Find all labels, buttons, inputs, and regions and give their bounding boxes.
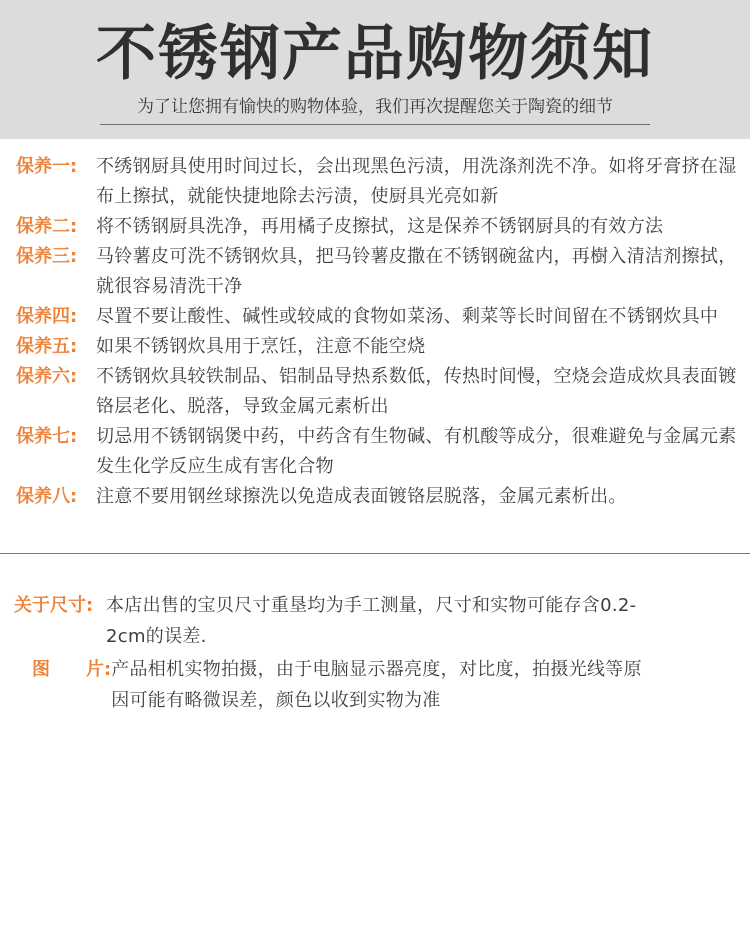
subtitle-underline xyxy=(100,124,650,125)
care-item-text: 切忌用不锈钢锅煲中药，中药含有生物碱、有机酸等成分，很难避免与金属元素发生化学反应生成有害化合物 xyxy=(96,426,737,477)
care-item xyxy=(16,242,740,302)
care-item-label: 保养五: xyxy=(16,336,78,357)
picture-note-text: 产品相机实物拍摄，由于电脑显示器亮度，对比度，拍摄光线等原因可能有略微误差，颜色以收到实物为准 xyxy=(111,659,642,711)
picture-note-label: 图 片: xyxy=(32,659,112,680)
page-subtitle: 为了让您拥有愉快的购物体验，我们再次提醒您关于陶瓷的细节 xyxy=(137,97,613,117)
care-item-label: 保养二: xyxy=(16,216,78,237)
page-title: 不锈钢产品购物须知 xyxy=(96,19,654,89)
care-item-text: 尽置不要让酸性、碱性或较咸的食物如菜汤、剩菜等长时间留在不锈钢炊具中 xyxy=(96,306,719,327)
care-item-label: 保养三: xyxy=(16,246,78,267)
section-divider xyxy=(0,553,750,554)
care-item-text: 马铃薯皮可洗不锈钢炊具，把马铃薯皮撒在不锈钢碗盆内，再樹入清洁剂擦拭，就很容易清洗干净 xyxy=(96,246,737,297)
care-item-text: 不锈钢炊具较铁制品、铝制品导热系数低，传热时间慢，空烧会造成炊具表面镀铬层老化、脱落，导致金属元素析出 xyxy=(96,366,737,417)
care-item xyxy=(16,152,740,212)
care-item-text: 不绣钢厨具使用时间过长，会出现黑色污渍，用洗涤剂洗不净。如将牙膏挤在湿布上擦拭，就能快捷地除去污渍，使厨具光亮如新 xyxy=(96,156,737,207)
care-item-label: 保养八: xyxy=(16,486,78,507)
care-item-text: 如果不锈钢炊具用于烹饪，注意不能空烧 xyxy=(96,336,426,357)
care-item xyxy=(16,362,740,422)
care-item-label: 保养六: xyxy=(16,366,78,387)
care-item-label: 保养一: xyxy=(16,156,78,177)
size-note-text: 本店出售的宝贝尺寸重垦均为手工测量，尺寸和实物可能存含0.2-2cm的误差. xyxy=(106,595,637,647)
care-item xyxy=(16,332,740,362)
size-note-label: 关于尺寸: xyxy=(14,595,94,616)
size-note xyxy=(14,590,734,652)
care-item-text: 注意不要用钢丝球擦洗以免造成表面镀铬层脱落，金属元素析出。 xyxy=(96,486,627,507)
notes-section xyxy=(14,590,734,718)
care-instructions-list xyxy=(16,152,740,512)
care-item-label: 保养四: xyxy=(16,306,78,327)
header-banner xyxy=(0,0,750,139)
picture-note xyxy=(14,654,734,716)
care-item xyxy=(16,212,740,242)
care-item-label: 保养七: xyxy=(16,426,78,447)
care-item xyxy=(16,302,740,332)
care-item xyxy=(16,422,740,482)
care-item xyxy=(16,482,740,512)
care-item-text: 将不锈钢厨具洗净，再用橘子皮擦拭，这是保养不锈钢厨具的有效方法 xyxy=(96,216,664,237)
